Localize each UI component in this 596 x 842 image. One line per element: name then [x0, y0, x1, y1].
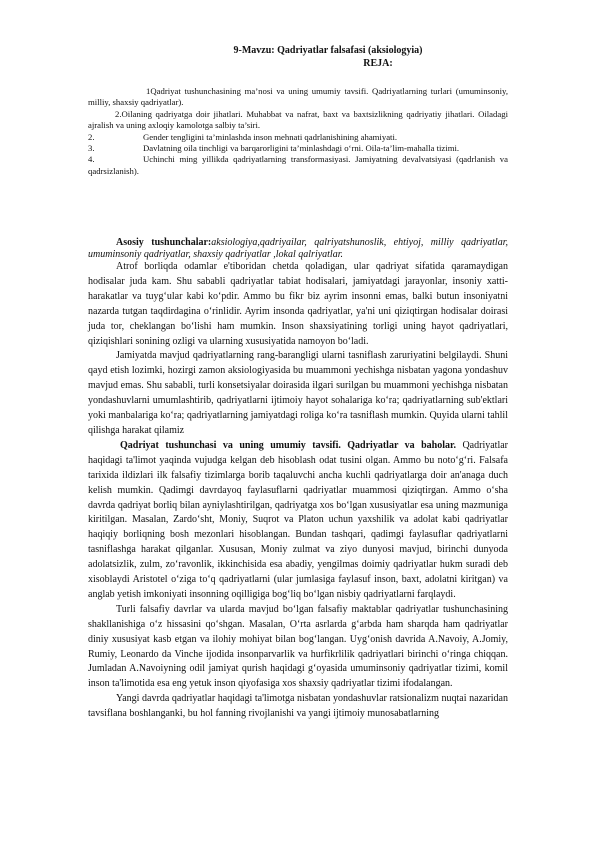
paragraph — [88, 260, 508, 349]
plan-item-text: Davlatning oila tinchligi va barqarorligini ta’minlashdagi o‘rni. Oila-ta’lim-mahalla tizimi. — [143, 143, 460, 154]
paragraph — [88, 439, 508, 603]
body-text — [88, 260, 508, 722]
paragraph — [88, 349, 508, 438]
paragraph-text: Qadriyatlar haqidagi ta'limot yaqinda vujudga kelgan deb hisoblash odat tusini olgan. Ammo bu noto‘g‘ri. Falsafa tarixida ildizlari ilk falsafiy tizimlarga borib taqaluvchi ancha kuchli qadriyatlarga doir an'anaga duch kelish mumkin. Qadimgi davrdayoq faylasuflarni qadriyatlar muammosi qiziqtirgan. Ammo o‘sha davrda qadriyat borliq bilan ayniylashtirilgan, qadriyatga xos bo‘lgan xususiyatlar esa uning mazmuniga kiritilgan. Masalan, Zardo‘sht, Moniy, Suqrot va Platon uchun yaxshilik va adolat kabi qadriyatlar haqiqiy borliqning bosh mezonlari hisoblangan. Bundan tashqari, qadimgi faylasuflar qadriyatlarni tasniflashga harakat qilganlar. Xususan, Moniy zulmat va ziyo dunyosi mavjud, birinchi dunyoda adolatsizlik, zulm, zo‘ravonlik, ikkinchisida esa abadiy, yengilmas doimiy qadriyatlar hukm suradi deb xisoblaydi Aristotel o‘ziga to‘q qadriyatlarni (ular jumlasiga faylasuf inson, baxt, adolatni kiritgan) va anglab yetish imkoniyati insonning oqilligiga bog‘liq bo‘lgan nisbiy qadriyatlarni farqlaydi. — [88, 439, 508, 600]
paragraph-text: Yangi davrda qadriyatlar haqidagi ta'limotga nisbatan yondashuvlar ratsionalizm nuqtai nazaridan tavsiflana boshlanganki, bu hol fanning rivojlanishi va yangi ijtimoiy munosabatlarning — [88, 693, 508, 720]
plan-item-number: 3. — [88, 143, 95, 154]
plan-item — [88, 109, 508, 132]
plan-item-text: 2.Oilaning qadriyatga doir jihatlari. Muhabbat va nafrat, baxt va baxtsizlikning qadriyatiy jihatlari. Oiladagi ajralish va uning axloqiy kamolotga salbiy ta’siri. — [88, 108, 508, 131]
plan-item-number: 2. — [88, 131, 95, 142]
paragraph-text: Turli falsafiy davrlar va ularda mavjud bo‘lgan falsafiy maktablar qadriyatlar tushunchasining shakllanishiga o‘z hissasini qo‘shgan. Masalan, O‘rta asrlarda g‘arbda ham sharqda ham qadriyatlar diniy xususiyat kasb etgan va ilohiy mohiyat bilan bog‘langan. Uyg‘onish davrida A.Navoiy, A.Jomiy, Rumiy, Leonardo da Vinche ijodida insonparvarlik va hurfikrlilik qadriyatlari birinchi o‘ringa chiqqan. Jumladan A.Navoiyning odil jamiyat qurish haqidagi g‘oyasida umuminsoniy qadriyatlar tizimi, komil inson ta'limotida esa eng yetuk inson qiyofasiga xos shaxsiy qadriyatlar tizimi ifodalangan. — [88, 603, 508, 690]
paragraph-text: Atrof borliqda odamlar e'tiboridan chetda qoladigan, ular qadriyat sifatida qaramaydigan hodisalar juda kam. Shu sababli qadriyatlar tabiat hodisalari, jamiyatdagi jarayonlar, insoniy xatti-harakatlar va tuyg‘ular kabi ko‘pdir. Ammo bu fikr biz ayrim insonni emas, balki butun insoniyatni nazarda tutgan taqdirdagina o‘rinlidir. Ayrim insonda qadriyatlar, ya'ni uni qiziqtirgan hodisalar doirasi juda tor, cheklangan bo‘lishi ham mumkin. Inson shaxsiyatining torligi uning hayot qadriyatlari, qiziqishlari sonining ozligi va ularning xususiyatida namoyon bo‘ladi. — [88, 261, 508, 347]
plan-item — [88, 86, 508, 109]
paragraph — [88, 692, 508, 722]
plan-item — [88, 143, 508, 154]
paragraph-text: Jamiyatda mavjud qadriyatlarning rang-barangligi ularni tasniflash zaruriyatini belgilaydi. Shuni qayd etish lozimki, hozirgi zamon aksiologiyasida bu muammoni yechishga nisbatan yagona yondashuv mavjud emas. Shu sababli, turli konsetsiyalar doirasida ilgari surilgan bu muammoni yechishga nisbatan yondashuvlarni umumlashtirib, qadriyatlarni ijtimoiy hayot sohalariga ko‘ra; qadriyatlarning sub'ektlari yoki manbalariga ko‘ra; qadriyatlarning jamiyatdagi roliga ko‘ra tasniflash mumkin. Quyida ularni tahlil qilishga harakat qilamiz — [88, 350, 508, 436]
section-heading: Qadriyat tushunchasi va uning umumiy tavsifi. Qadriyatlar va baholar. — [120, 439, 457, 451]
key-concepts-list: aksiologiya,qadriyailar, qalriyatshunoslik, ehtiyoj, milliy qadriyatlar, umuminsoniy qadriyatlar, shaxsiy qadriyatlar ,lokal qalriyatlar. — [88, 237, 508, 260]
document-title: 9-Mavzu: Qadriyatlar falsafasi (aksiologyia) — [233, 45, 423, 56]
key-concepts — [88, 237, 508, 261]
plan-item-number: 4. — [88, 154, 95, 165]
plan-heading: REJA: — [363, 58, 393, 69]
plan-item-text: 1Qadriyat tushunchasining ma’nosi va uning umumiy tavsifi. Qadriyatlarning turlari (umuminsoniy, milliy, shaxsiy qadriyatlar). — [88, 86, 508, 108]
plan-item — [88, 132, 508, 143]
plan-item-text: Gender tengligini ta’minlashda inson mehnati qadrlanishining ahamiyati. — [143, 131, 398, 142]
plan-item — [88, 154, 508, 177]
paragraph — [88, 603, 508, 692]
plan-item-text: Uchinchi ming yillikda qadriyatlarning transformasiyasi. Jamiyatning devalvatsiyasi (qadrlanish va qadrsizlanish). — [88, 154, 508, 176]
key-concepts-label: Asosiy tushunchalar: — [116, 237, 212, 248]
plan-list — [88, 86, 508, 177]
